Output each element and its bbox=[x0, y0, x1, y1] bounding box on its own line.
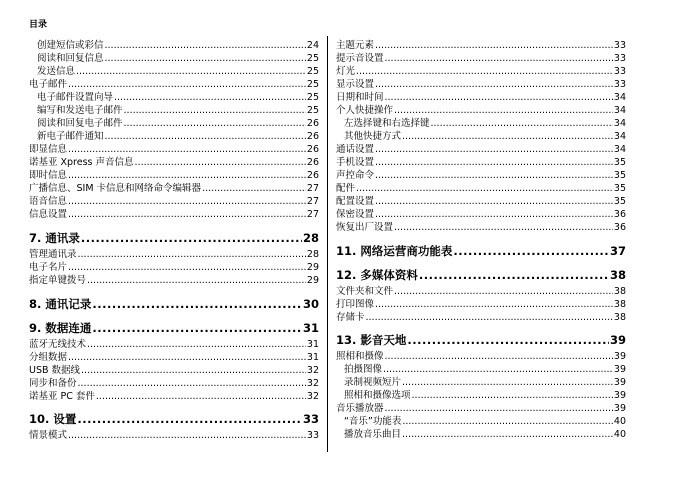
toc-entry-title: 主题元素 bbox=[336, 40, 375, 51]
toc-entry-title: 电子邮件 bbox=[29, 79, 68, 90]
toc-entry-page: 40 bbox=[613, 416, 626, 427]
toc-entry-page: 38 bbox=[613, 286, 626, 297]
toc-entry-title: 11. 网络运营商功能表 bbox=[336, 244, 453, 258]
toc-entry-page: 26 bbox=[306, 118, 319, 129]
toc-entry-title: 阅读和回复电子邮件 bbox=[37, 118, 123, 129]
toc-entry-title: 诺基亚 PC 套件 bbox=[29, 391, 95, 402]
dot-leader bbox=[68, 144, 306, 156]
toc-entry[interactable] bbox=[336, 78, 626, 91]
toc-entry-title: 个人快捷操作 bbox=[336, 105, 394, 116]
toc-entry[interactable] bbox=[336, 285, 626, 298]
toc-entry-title: “音乐”功能表 bbox=[344, 416, 402, 427]
dot-leader bbox=[402, 131, 613, 143]
toc-chapter-entry[interactable] bbox=[336, 243, 626, 259]
toc-entry-page: 29 bbox=[306, 275, 319, 286]
toc-entry[interactable] bbox=[29, 351, 319, 364]
dot-leader bbox=[383, 364, 613, 376]
toc-entry-title: 恢复出厂设置 bbox=[336, 222, 394, 233]
toc-entry-title: 同步和备份 bbox=[29, 378, 77, 389]
toc-right-column bbox=[336, 39, 626, 441]
dot-leader bbox=[202, 183, 306, 195]
dot-leader bbox=[407, 333, 609, 348]
toc-entry-page: 24 bbox=[306, 40, 319, 51]
toc-entry[interactable] bbox=[336, 156, 626, 169]
toc-entry[interactable] bbox=[336, 311, 626, 324]
toc-entry[interactable] bbox=[336, 91, 626, 104]
toc-entry-title: 拍摄图像 bbox=[344, 364, 383, 375]
toc-entry-page: 38 bbox=[609, 268, 626, 282]
toc-chapter-entry[interactable] bbox=[29, 411, 319, 427]
dot-leader bbox=[385, 92, 613, 104]
toc-entry-page: 39 bbox=[613, 403, 626, 414]
toc-chapter-entry[interactable] bbox=[29, 230, 319, 246]
toc-entry-title: 其他快捷方式 bbox=[344, 131, 402, 142]
toc-entry[interactable] bbox=[29, 390, 319, 403]
toc-entry-page: 36 bbox=[613, 222, 626, 233]
toc-entry[interactable] bbox=[336, 65, 626, 78]
dot-leader bbox=[105, 40, 306, 52]
toc-entry[interactable] bbox=[29, 52, 319, 65]
dot-leader bbox=[68, 352, 306, 364]
toc-entry-page: 29 bbox=[306, 262, 319, 273]
toc-entry[interactable] bbox=[29, 39, 319, 52]
toc-entry-title: 信息设置 bbox=[29, 209, 68, 220]
dot-leader bbox=[124, 105, 306, 117]
toc-entry-title: 保密设置 bbox=[336, 209, 375, 220]
toc-entry-page: 27 bbox=[306, 183, 319, 194]
toc-entry-page: 38 bbox=[613, 312, 626, 323]
toc-entry-title: 创建短信或彩信 bbox=[37, 40, 104, 51]
toc-entry-title: USB 数据线 bbox=[29, 365, 81, 376]
dot-leader bbox=[96, 391, 306, 403]
toc-entry-page: 37 bbox=[609, 244, 626, 258]
toc-chapter-entry[interactable] bbox=[336, 267, 626, 283]
dot-leader bbox=[375, 40, 613, 52]
toc-entry[interactable] bbox=[29, 274, 319, 287]
dot-leader bbox=[402, 377, 613, 389]
toc-entry-page: 26 bbox=[306, 131, 319, 142]
toc-entry-page: 26 bbox=[306, 144, 319, 155]
toc-entry[interactable] bbox=[336, 389, 626, 402]
column-divider bbox=[327, 36, 328, 452]
toc-entry-page: 25 bbox=[306, 79, 319, 90]
toc-entry[interactable] bbox=[336, 195, 626, 208]
toc-entry[interactable] bbox=[29, 104, 319, 117]
toc-entry[interactable] bbox=[29, 65, 319, 78]
dot-leader bbox=[375, 144, 613, 156]
toc-entry-page: 39 bbox=[613, 364, 626, 375]
dot-leader bbox=[375, 157, 613, 169]
toc-entry-page: 25 bbox=[306, 66, 319, 77]
toc-entry-title: 即时信息 bbox=[29, 170, 68, 181]
toc-entry-page: 25 bbox=[306, 92, 319, 103]
toc-entry-page: 35 bbox=[613, 157, 626, 168]
toc-entry-title: 存储卡 bbox=[336, 312, 365, 323]
toc-entry[interactable] bbox=[336, 39, 626, 52]
dot-leader bbox=[68, 79, 306, 91]
toc-entry[interactable] bbox=[336, 104, 626, 117]
toc-entry-title: 手机设置 bbox=[336, 157, 375, 168]
dot-leader bbox=[87, 275, 306, 287]
toc-entry-page: 33 bbox=[613, 40, 626, 51]
toc-entry[interactable] bbox=[336, 182, 626, 195]
toc-entry[interactable] bbox=[336, 208, 626, 221]
toc-entry[interactable] bbox=[29, 248, 319, 261]
toc-entry-title: 电子邮件设置向导 bbox=[37, 92, 114, 103]
toc-entry-page: 34 bbox=[613, 131, 626, 142]
toc-entry-page: 34 bbox=[613, 144, 626, 155]
toc-entry[interactable] bbox=[29, 338, 319, 351]
dot-leader bbox=[419, 268, 609, 283]
dot-leader bbox=[453, 244, 609, 259]
toc-entry-page: 33 bbox=[613, 66, 626, 77]
toc-left-column bbox=[29, 39, 319, 442]
toc-entry-title: 照相和摄像选项 bbox=[344, 390, 411, 401]
dot-leader bbox=[394, 105, 613, 117]
toc-chapter-entry[interactable] bbox=[336, 332, 626, 348]
dot-leader bbox=[68, 196, 306, 208]
dot-leader bbox=[77, 412, 302, 427]
toc-entry-title: 录制视频短片 bbox=[344, 377, 402, 388]
dot-leader bbox=[114, 92, 306, 104]
toc-chapter-entry[interactable] bbox=[29, 320, 319, 336]
toc-entry-page: 31 bbox=[302, 321, 319, 335]
toc-entry-title: 打印图像 bbox=[336, 299, 375, 310]
dot-leader bbox=[394, 222, 613, 234]
toc-entry-page: 32 bbox=[306, 391, 319, 402]
dot-leader bbox=[135, 157, 306, 169]
dot-leader bbox=[375, 299, 613, 311]
toc-entry[interactable] bbox=[336, 169, 626, 182]
toc-entry-title: 通话设置 bbox=[336, 144, 375, 155]
toc-entry-page: 35 bbox=[613, 183, 626, 194]
toc-entry[interactable] bbox=[336, 415, 626, 428]
toc-entry[interactable] bbox=[29, 117, 319, 130]
toc-entry[interactable] bbox=[336, 130, 626, 143]
dot-leader bbox=[356, 66, 613, 78]
toc-entry[interactable] bbox=[336, 350, 626, 363]
toc-entry-page: 33 bbox=[613, 79, 626, 90]
toc-entry-page: 28 bbox=[302, 231, 319, 245]
toc-entry-page: 32 bbox=[306, 378, 319, 389]
toc-entry-page: 28 bbox=[306, 249, 319, 260]
toc-entry[interactable] bbox=[29, 130, 319, 143]
toc-entry-title: 声控命令 bbox=[336, 170, 375, 181]
toc-entry-title: 9. 数据连通 bbox=[29, 321, 92, 335]
toc-entry-title: 发送信息 bbox=[37, 66, 76, 77]
dot-leader bbox=[87, 339, 306, 351]
toc-entry-page: 39 bbox=[613, 390, 626, 401]
toc-entry-page: 27 bbox=[306, 196, 319, 207]
toc-entry-title: 新电子邮件通知 bbox=[37, 131, 104, 142]
dot-leader bbox=[412, 390, 613, 402]
dot-leader bbox=[105, 131, 306, 143]
dot-leader bbox=[78, 249, 306, 261]
toc-entry-title: 配置设置 bbox=[336, 196, 375, 207]
toc-entry-title: 文件夹和文件 bbox=[336, 286, 394, 297]
dot-leader bbox=[385, 351, 613, 363]
toc-entry-title: 情景模式 bbox=[29, 430, 68, 441]
dot-leader bbox=[385, 403, 613, 415]
toc-entry-title: 即显信息 bbox=[29, 144, 68, 155]
toc-entry[interactable] bbox=[29, 261, 319, 274]
toc-entry-page: 34 bbox=[613, 118, 626, 129]
toc-entry-title: 灯光 bbox=[336, 66, 356, 77]
toc-entry-title: 管理通讯录 bbox=[29, 249, 77, 260]
toc-entry-title: 语音信息 bbox=[29, 196, 68, 207]
dot-leader bbox=[375, 196, 613, 208]
toc-entry[interactable] bbox=[336, 298, 626, 311]
toc-entry-title: 照相和摄像 bbox=[336, 351, 384, 362]
toc-entry-page: 34 bbox=[613, 92, 626, 103]
dot-leader bbox=[375, 170, 613, 182]
toc-entry-title: 编写和发送电子邮件 bbox=[37, 105, 123, 116]
toc-entry[interactable] bbox=[29, 364, 319, 377]
toc-entry[interactable] bbox=[29, 208, 319, 221]
dot-leader bbox=[366, 312, 613, 324]
dot-leader bbox=[394, 286, 613, 298]
toc-entry-title: 电子名片 bbox=[29, 262, 68, 273]
toc-entry-title: 提示音设置 bbox=[336, 53, 384, 64]
toc-entry[interactable] bbox=[29, 156, 319, 169]
dot-leader bbox=[76, 66, 306, 78]
toc-entry-page: 26 bbox=[306, 170, 319, 181]
dot-leader bbox=[68, 170, 306, 182]
toc-entry-title: 广播信息、SIM 卡信息和网络命令编辑器 bbox=[29, 183, 202, 194]
dot-leader bbox=[375, 79, 613, 91]
toc-entry[interactable] bbox=[336, 376, 626, 389]
toc-entry-title: 配件 bbox=[336, 183, 356, 194]
toc-entry-page: 26 bbox=[306, 157, 319, 168]
toc-entry[interactable] bbox=[29, 195, 319, 208]
toc-entry[interactable] bbox=[29, 91, 319, 104]
toc-entry-title: 8. 通讯记录 bbox=[29, 297, 92, 311]
toc-entry-title: 指定单键拨号 bbox=[29, 275, 87, 286]
toc-entry-title: 日期和时间 bbox=[336, 92, 384, 103]
toc-entry[interactable] bbox=[29, 143, 319, 156]
toc-entry-page: 36 bbox=[613, 209, 626, 220]
toc-entry-page: 35 bbox=[613, 170, 626, 181]
toc-entry-page: 39 bbox=[613, 377, 626, 388]
dot-leader bbox=[402, 416, 613, 428]
toc-entry[interactable] bbox=[29, 182, 319, 195]
dot-leader bbox=[78, 378, 306, 390]
toc-entry-title: 7. 通讯录 bbox=[29, 231, 80, 245]
toc-entry-page: 32 bbox=[306, 365, 319, 376]
toc-entry-page: 30 bbox=[302, 297, 319, 311]
toc-entry[interactable] bbox=[29, 78, 319, 91]
page-header-title: 目录 bbox=[29, 20, 48, 30]
toc-entry-title: 左选择键和右选择键 bbox=[344, 118, 430, 129]
dot-leader bbox=[375, 209, 613, 221]
toc-entry[interactable] bbox=[336, 428, 626, 441]
toc-entry-page: 39 bbox=[609, 333, 626, 347]
toc-entry-title: 播放音乐曲目 bbox=[344, 429, 402, 440]
toc-entry-page: 31 bbox=[306, 352, 319, 363]
toc-entry-title: 显示设置 bbox=[336, 79, 375, 90]
toc-entry[interactable] bbox=[336, 52, 626, 65]
toc-chapter-entry[interactable] bbox=[29, 296, 319, 312]
dot-leader bbox=[81, 365, 306, 377]
toc-entry[interactable] bbox=[29, 429, 319, 442]
toc-entry-page: 27 bbox=[306, 209, 319, 220]
toc-entry[interactable] bbox=[336, 363, 626, 376]
dot-leader bbox=[68, 430, 306, 442]
toc-entry-page: 31 bbox=[306, 339, 319, 350]
toc-entry-page: 33 bbox=[613, 53, 626, 64]
toc-entry-page: 34 bbox=[613, 105, 626, 116]
toc-entry-page: 25 bbox=[306, 105, 319, 116]
toc-entry-page: 35 bbox=[613, 196, 626, 207]
dot-leader bbox=[92, 321, 302, 336]
toc-entry[interactable] bbox=[29, 169, 319, 182]
toc-entry[interactable] bbox=[29, 377, 319, 390]
dot-leader bbox=[81, 231, 302, 246]
toc-entry-title: 蓝牙无线技术 bbox=[29, 339, 87, 350]
dot-leader bbox=[105, 53, 306, 65]
toc-entry-title: 音乐播放器 bbox=[336, 403, 384, 414]
toc-entry[interactable] bbox=[336, 402, 626, 415]
toc-entry-page: 40 bbox=[613, 429, 626, 440]
toc-entry[interactable] bbox=[336, 117, 626, 130]
toc-entry-page: 39 bbox=[613, 351, 626, 362]
toc-entry-page: 38 bbox=[613, 299, 626, 310]
toc-entry-title: 分组数据 bbox=[29, 352, 68, 363]
toc-entry-title: 12. 多媒体资料 bbox=[336, 268, 418, 282]
dot-leader bbox=[356, 183, 613, 195]
toc-entry-title: 诺基亚 Xpress 声音信息 bbox=[29, 157, 134, 168]
dot-leader bbox=[124, 118, 306, 130]
toc-entry-page: 33 bbox=[302, 412, 319, 426]
toc-entry[interactable] bbox=[336, 143, 626, 156]
toc-entry-title: 阅读和回复信息 bbox=[37, 53, 104, 64]
dot-leader bbox=[92, 297, 302, 312]
dot-leader bbox=[68, 262, 306, 274]
toc-entry-title: 10. 设置 bbox=[29, 412, 77, 426]
dot-leader bbox=[385, 53, 613, 65]
dot-leader bbox=[68, 209, 306, 221]
toc-entry-page: 33 bbox=[306, 430, 319, 441]
dot-leader bbox=[431, 118, 613, 130]
toc-entry[interactable] bbox=[336, 221, 626, 234]
dot-leader bbox=[402, 429, 613, 441]
toc-entry-title: 13. 影音天地 bbox=[336, 333, 407, 347]
toc-entry-page: 25 bbox=[306, 53, 319, 64]
